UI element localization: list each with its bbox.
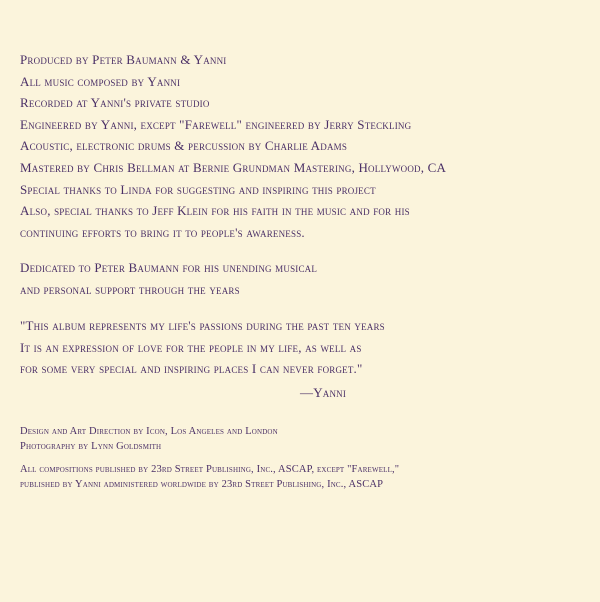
dedication-line: and personal support through the years — [20, 281, 240, 297]
credit-line-thanks-jeff-cont: continuing efforts to bring it to people's awareness. — [20, 224, 305, 240]
publishing-line: published by Yanni administered worldwide by 23rd Street Publishing, Inc., ASCAP — [20, 479, 384, 490]
credit-line-producer: Produced by Peter Baumann & Yanni — [20, 52, 227, 67]
quote-line: "This album represents my life's passions during the past ten years — [20, 318, 385, 333]
quote-attribution: —Yanni — [300, 385, 347, 400]
quote-line: for some very special and inspiring places I can never forget." — [20, 361, 363, 377]
credit-line-thanks-linda: Special thanks to Linda for suggesting and inspiring this project — [20, 181, 376, 197]
credit-line-thanks-jeff: Also, special thanks to Jeff Klein for his faith in the music and for his — [20, 203, 410, 219]
credit-line-engineering: Engineered by Yanni, except "Farewell" engineered by Jerry Steckling — [20, 116, 412, 132]
dedication-line: Dedicated to Peter Baumann for his unending musical — [20, 260, 318, 275]
credit-line-percussion: Acoustic, electronic drums & percussion by Charlie Adams — [20, 138, 348, 154]
credit-line-composer: All music composed by Yanni — [20, 73, 181, 89]
photography-credit-line: Photography by Lynn Goldsmith — [20, 441, 162, 452]
publishing-line: All compositions published by 23rd Street Publishing, Inc., ASCAP, except "Farewell," — [20, 464, 400, 475]
publishing-notice — [20, 462, 576, 492]
credit-line-mastering: Mastered by Chris Bellman at Bernie Grundman Mastering, Hollywood, CA — [20, 159, 447, 175]
quote-line: It is an expression of love for the people in my life, as well as — [20, 339, 362, 355]
design-credit-line: Design and Art Direction by Icon, Los Angeles and London — [20, 426, 278, 437]
design-credits — [20, 424, 576, 454]
main-credits — [20, 49, 576, 243]
dedication — [20, 257, 576, 300]
artist-quote — [20, 315, 576, 380]
credit-line-recording: Recorded at Yanni's private studio — [20, 95, 210, 111]
